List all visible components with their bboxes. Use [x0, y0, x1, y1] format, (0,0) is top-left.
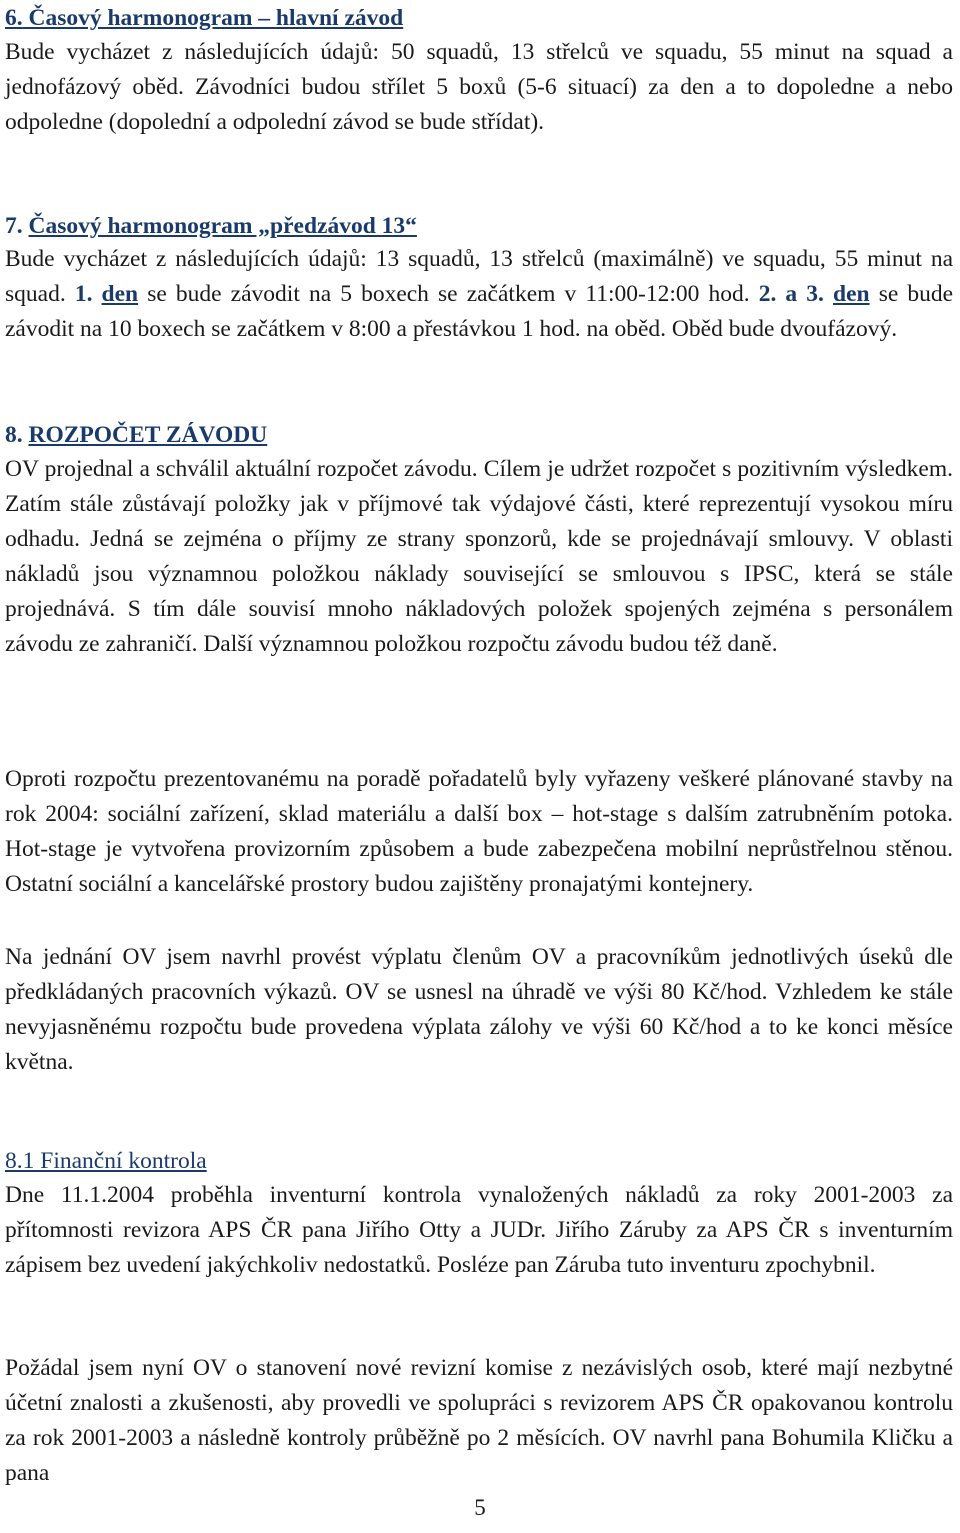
section-8-1-paragraph-2: Požádal jsem nyní OV o stanovení nové revizní komise z nezávislých osob, které mají nezbytné účetní znalosti a zkušenosti, aby provedli ve spolupráci s revizorem APS ČR opakovanou kontrolu za rok 2001-2003 a následně kontroly průběžně po 2 měsících. OV navrhl pana Bohumila Kličku a pana	[5, 1355, 953, 1486]
section-7-text: Bude vycházet z následujících údajů: 13 squadů, 13 střelců (maximálně) ve squadu, 55 minut na squad. 1. den se bude závodit na 5 boxech se začátkem v 11:00-12:00 hod. 2. a 3. den se bude závodit na 10 boxech se začátkem v 8:00 a přestávkou 1 hod. na oběd. Oběd bude dvoufázový.	[5, 246, 954, 342]
page-number: 5	[474, 1495, 486, 1520]
section-8-paragraph-1: OV projednal a schválil aktuální rozpočet závodu. Cílem je udržet rozpočet s pozitivním výsledkem. Zatím stále zůstávají položky jak v příjmové tak výdajové části, které reprezentují vysokou míru odhadu. Jedná se zejména o příjmy ze strany sponzorů, kde se projednávají smlouvy. V oblasti nákladů jsou významnou položkou náklady související se smlouvou s IPSC, která se stále projednává. S tím dále souvisí mnoho nákladových položek spojených zejména s personálem závodu ze zahraničí. Další významnou položkou rozpočtu závodu budou též daně.	[5, 456, 953, 657]
section-8-heading: 8. ROZPOČET ZÁVODU	[5, 422, 268, 448]
section-8-paragraph-2: Oproti rozpočtu prezentovanému na poradě pořadatelů byly vyřazeny veškeré plánované stavby na rok 2004: sociální zařízení, sklad materiálu a další box – hot-stage s dalším zatrubněním potoka. Hot-stage je vytvořena provizorním způsobem a bude zabezpečena mobilní neprůstřelnou stěnou. Ostatní sociální a kancelářské prostory budou zajištěny pronajatými kontejnery.	[5, 766, 953, 897]
section-8-1-heading: 8.1 Finanční kontrola	[5, 1148, 207, 1174]
section-7-heading: 7. Časový harmonogram „předzávod 13“	[5, 213, 417, 239]
section-8-paragraph-3: Na jednání OV jsem navrhl provést výplatu členům OV a pracovníkům jednotlivých úseků dle předkládaných pracovních výkazů. OV se usnesl na úhradě ve výši 80 Kč/hod. Vzhledem ke stále nevyjasněnému rozpočtu bude provedena výplata zálohy ve výši 60 Kč/hod a to ke konci měsíce května.	[5, 944, 953, 1075]
section-8-1-paragraph-1: Dne 11.1.2004 proběhla inventurní kontrola vynaložených nákladů za roky 2001-2003 za přítomnosti revizora APS ČR pana Jiřího Otty a JUDr. Jiřího Záruby za APS ČR s inventurním zápisem bez uvedení jakýchkoliv nedostatků. Posléze pan Záruba tuto inventuru zpochybnil.	[5, 1182, 953, 1278]
section-6-heading: 6. Časový harmonogram – hlavní závod	[5, 5, 404, 31]
section-6-text: Bude vycházet z následujících údajů: 50 squadů, 13 střelců ve squadu, 55 minut na squad a jednofázový oběd. Závodníci budou střílet 5 boxů (5-6 situací) za den a to dopoledne a nebo odpoledne (dopolední a odpolední závod se bude střídat).	[5, 39, 953, 135]
